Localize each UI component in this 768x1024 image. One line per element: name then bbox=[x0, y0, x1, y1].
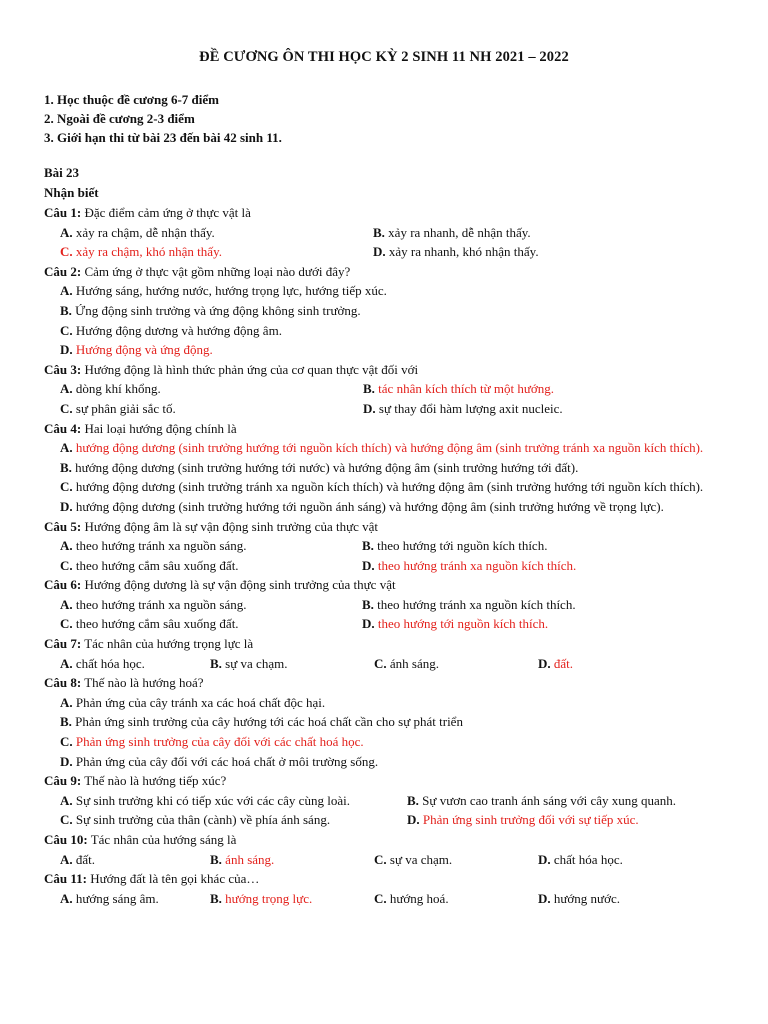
rule-1: 1. Học thuộc đề cương 6-7 điểm bbox=[44, 92, 219, 107]
option-label: B. bbox=[362, 596, 374, 612]
question-6 bbox=[44, 575, 734, 595]
option-text: hướng động dương (sinh trưởng hướng tới nguồn kích thích) và hướng động âm (sinh trưởng tránh xa nguồn kích thích). bbox=[72, 440, 704, 456]
question-text: Hai loại hướng động chính là bbox=[81, 420, 237, 436]
option-c bbox=[374, 850, 452, 870]
question-text: Cảm ứng ở thực vật gồm những loại nào dưới đây? bbox=[81, 263, 351, 279]
question-number: Câu 9: bbox=[44, 773, 82, 789]
question-number: Câu 10: bbox=[44, 832, 88, 847]
option-label: D. bbox=[407, 812, 420, 828]
option-text: theo hướng tránh xa nguồn kích thích. bbox=[374, 557, 577, 573]
option-b-correct bbox=[210, 889, 312, 909]
option-text: xảy ra nhanh, dễ nhận thấy. bbox=[384, 224, 531, 240]
option-c bbox=[44, 477, 724, 497]
option-label: C. bbox=[374, 851, 387, 867]
option-text: theo hướng tránh xa nguồn sáng. bbox=[72, 538, 247, 554]
option-c-correct bbox=[60, 732, 734, 752]
question-8 bbox=[44, 673, 734, 693]
option-c bbox=[374, 889, 449, 909]
option-label: D. bbox=[538, 851, 551, 867]
question-7 bbox=[44, 634, 734, 654]
question-number: Câu 2: bbox=[44, 263, 82, 279]
option-text: hướng sáng âm. bbox=[72, 890, 159, 906]
option-text: hướng trọng lực. bbox=[221, 890, 313, 906]
options-row bbox=[60, 654, 734, 674]
option-label: D. bbox=[362, 557, 375, 573]
option-d-correct bbox=[362, 556, 576, 576]
option-text: ánh sáng. bbox=[221, 851, 275, 867]
question-text: Thế nào là hướng hoá? bbox=[81, 675, 204, 691]
option-label: A. bbox=[60, 890, 73, 906]
option-label: A. bbox=[60, 440, 73, 456]
question-number: Câu 3: bbox=[44, 361, 82, 377]
options-row bbox=[60, 595, 734, 615]
option-text: chất hóa học. bbox=[550, 851, 623, 867]
question-4 bbox=[44, 419, 734, 439]
option-text: xảy ra chậm, khó nhận thấy. bbox=[72, 244, 222, 260]
option-c-correct bbox=[60, 242, 222, 262]
option-text: xảy ra nhanh, khó nhận thấy. bbox=[385, 244, 539, 260]
option-text: theo hướng tránh xa nguồn sáng. bbox=[72, 596, 247, 612]
option-text: hướng động dương (sinh trưởng hướng tới nước) và hướng động âm (sinh trưởng hướng tới đất). bbox=[71, 459, 579, 475]
question-text: Thế nào là hướng tiếp xúc? bbox=[81, 773, 227, 789]
option-b bbox=[210, 654, 287, 674]
option-text: theo hướng tới nguồn kích thích. bbox=[374, 616, 549, 632]
option-text: hướng động dương (sinh trưởng hướng tới nguồn ánh sáng) và hướng động âm (sinh trưởng hướng về trọng lực). bbox=[72, 498, 664, 514]
question-text: Hướng đất là tên gọi khác của… bbox=[86, 871, 260, 887]
option-text: Sự sinh trưởng khi có tiếp xúc với các cây cùng loài. bbox=[72, 792, 350, 808]
question-3 bbox=[44, 360, 734, 380]
option-label: D. bbox=[60, 342, 73, 358]
option-label: A. bbox=[60, 792, 73, 808]
option-text: theo hướng tới nguồn kích thích. bbox=[373, 538, 548, 554]
option-label: C. bbox=[60, 812, 73, 828]
question-11 bbox=[44, 869, 734, 889]
option-label: D. bbox=[60, 498, 73, 514]
option-text: đất. bbox=[72, 851, 96, 867]
question-number: Câu 4: bbox=[44, 420, 82, 436]
option-c bbox=[60, 614, 239, 634]
option-a bbox=[60, 791, 350, 811]
question-number: Câu 1: bbox=[44, 205, 82, 220]
option-label: A. bbox=[60, 655, 73, 671]
option-label: C. bbox=[60, 734, 73, 750]
option-text: hướng động dương (sinh trưởng tránh xa nguồn kích thích) và hướng động âm (sinh trưởng hướng tới nguồn kích thích). bbox=[72, 479, 704, 495]
option-d bbox=[44, 497, 724, 517]
question-number: Câu 7: bbox=[44, 636, 82, 652]
option-d bbox=[373, 242, 539, 262]
options-row bbox=[60, 556, 734, 576]
option-b bbox=[407, 791, 676, 811]
option-label: B. bbox=[60, 459, 72, 475]
rules-list bbox=[44, 90, 734, 147]
option-label: B. bbox=[362, 538, 374, 554]
option-d-correct bbox=[538, 654, 573, 674]
question-number: Câu 5: bbox=[44, 518, 82, 534]
option-d-correct bbox=[60, 340, 734, 360]
options-row bbox=[60, 379, 734, 399]
option-text: sự va chạm. bbox=[221, 655, 288, 671]
options-row bbox=[60, 536, 734, 556]
option-d-correct bbox=[407, 810, 639, 830]
option-b bbox=[60, 712, 734, 732]
option-label: D. bbox=[373, 244, 386, 260]
option-label: B. bbox=[373, 224, 385, 240]
option-text: Phản ứng của cây đối với các hoá chất ở môi trường sống. bbox=[72, 753, 379, 769]
question-2 bbox=[44, 262, 734, 282]
option-label: A. bbox=[60, 694, 73, 710]
option-label: B. bbox=[60, 302, 72, 318]
question-text: Hướng động là hình thức phản ứng của cơ quan thực vật đối với bbox=[81, 361, 419, 377]
option-text: dòng khí khổng. bbox=[72, 381, 161, 397]
option-text: hướng hoá. bbox=[386, 890, 449, 906]
option-text: tác nhân kích thích từ một hướng. bbox=[374, 381, 555, 397]
option-text: chất hóa học. bbox=[72, 655, 145, 671]
option-c bbox=[60, 810, 330, 830]
option-label: B. bbox=[407, 792, 419, 808]
option-c bbox=[60, 399, 176, 419]
question-number: Câu 6: bbox=[44, 577, 82, 593]
question-text: Tác nhân của hướng sáng là bbox=[87, 832, 237, 847]
option-b bbox=[362, 595, 576, 615]
option-a-correct bbox=[44, 438, 724, 458]
option-text: hướng nước. bbox=[550, 890, 621, 906]
option-text: Sự sinh trưởng của thân (cành) về phía ánh sáng. bbox=[72, 812, 331, 828]
lesson-heading: Bài 23 bbox=[44, 165, 80, 180]
option-label: C. bbox=[60, 616, 73, 632]
option-label: A. bbox=[60, 538, 73, 554]
option-text: Phản ứng sinh trưởng đối với sự tiếp xúc. bbox=[419, 812, 639, 828]
option-text: theo hướng cắm sâu xuống đất. bbox=[72, 616, 239, 632]
option-label: C. bbox=[60, 322, 73, 338]
option-text: Phản ứng sinh trưởng của cây đối với các chất hoá học. bbox=[72, 734, 364, 750]
option-text: sự thay đổi hàm lượng axit nucleic. bbox=[375, 400, 563, 416]
question-text: Đặc điểm cảm ứng ở thực vật là bbox=[81, 205, 251, 220]
option-a bbox=[60, 281, 734, 301]
option-label: C. bbox=[60, 479, 73, 495]
rule-3: 3. Giới hạn thi từ bài 23 đến bài 42 sinh 11. bbox=[44, 130, 282, 145]
question-9 bbox=[44, 771, 734, 791]
option-label: D. bbox=[60, 753, 73, 769]
question-number: Câu 11: bbox=[44, 871, 87, 887]
option-label: A. bbox=[60, 596, 73, 612]
option-text: theo hướng tránh xa nguồn kích thích. bbox=[373, 596, 576, 612]
option-a bbox=[60, 693, 734, 713]
option-text: xảy ra chậm, dễ nhận thấy. bbox=[72, 224, 215, 240]
option-label: C. bbox=[60, 400, 73, 416]
option-text: đất. bbox=[550, 655, 574, 671]
option-label: B. bbox=[363, 381, 375, 397]
option-text: Hướng động dương và hướng động âm. bbox=[72, 322, 282, 338]
option-a bbox=[60, 654, 145, 674]
option-a bbox=[60, 595, 247, 615]
option-label: D. bbox=[538, 890, 551, 906]
option-label: C. bbox=[60, 557, 73, 573]
option-a bbox=[60, 850, 95, 870]
option-label: D. bbox=[538, 655, 551, 671]
question-text: Hướng động dương là sự vận động sinh trưởng của thực vật bbox=[81, 577, 396, 593]
option-text: ánh sáng. bbox=[386, 655, 439, 671]
option-d bbox=[538, 889, 620, 909]
option-label: C. bbox=[374, 890, 387, 906]
option-label: B. bbox=[210, 890, 222, 906]
option-c bbox=[60, 556, 239, 576]
rule-2: 2. Ngoài đề cương 2-3 điểm bbox=[44, 111, 195, 126]
option-label: B. bbox=[210, 655, 222, 671]
option-a bbox=[60, 889, 159, 909]
question-5 bbox=[44, 517, 734, 537]
option-a bbox=[60, 223, 215, 243]
option-label: A. bbox=[60, 851, 73, 867]
options-row bbox=[60, 614, 734, 634]
option-label: C. bbox=[60, 244, 73, 260]
option-b bbox=[362, 536, 547, 556]
option-label: A. bbox=[60, 283, 73, 299]
option-label: A. bbox=[60, 381, 73, 397]
option-text: sự phân giải sắc tố. bbox=[72, 400, 176, 416]
option-label: D. bbox=[362, 616, 375, 632]
options-row bbox=[60, 850, 734, 870]
option-text: Hướng sáng, hướng nước, hướng trọng lực, hướng tiếp xúc. bbox=[72, 283, 387, 299]
option-text: Ứng động sinh trưởng và ứng động không sinh trưởng. bbox=[71, 302, 361, 318]
question-number: Câu 8: bbox=[44, 675, 82, 691]
document-title: ĐỀ CƯƠNG ÔN THI HỌC KỲ 2 SINH 11 NH 2021 – 2022 bbox=[199, 49, 569, 65]
question-10 bbox=[44, 830, 734, 850]
option-c bbox=[60, 321, 734, 341]
options-row bbox=[60, 791, 734, 811]
option-a bbox=[60, 379, 161, 399]
option-text: Hướng động và ứng động. bbox=[72, 342, 213, 358]
question-1 bbox=[44, 203, 734, 223]
option-text: theo hướng cắm sâu xuống đất. bbox=[72, 557, 239, 573]
option-text: sự va chạm. bbox=[386, 851, 453, 867]
option-label: C. bbox=[374, 655, 387, 671]
option-d bbox=[538, 850, 623, 870]
option-b bbox=[44, 458, 724, 478]
options-row bbox=[60, 223, 734, 243]
option-text: Phản ứng sinh trưởng của cây hướng tới các hoá chất cần cho sự phát triển bbox=[71, 714, 463, 730]
question-section bbox=[44, 163, 734, 908]
option-c bbox=[374, 654, 439, 674]
option-label: A. bbox=[60, 224, 73, 240]
option-text: Sự vươn cao tranh ánh sáng với cây xung quanh. bbox=[418, 792, 677, 808]
option-d bbox=[60, 752, 734, 772]
options-row bbox=[60, 810, 734, 830]
option-b-correct bbox=[210, 850, 274, 870]
option-a bbox=[60, 536, 247, 556]
option-label: B. bbox=[210, 851, 222, 867]
option-b bbox=[60, 301, 734, 321]
option-d bbox=[363, 399, 563, 419]
question-text: Hướng động âm là sự vận động sinh trưởng của thực vật bbox=[81, 518, 379, 534]
question-text: Tác nhân của hướng trọng lực là bbox=[81, 636, 254, 652]
option-label: D. bbox=[363, 400, 376, 416]
level-heading: Nhận biết bbox=[44, 185, 99, 200]
options-row bbox=[60, 399, 734, 419]
option-b bbox=[373, 223, 531, 243]
option-b-correct bbox=[363, 379, 554, 399]
options-row bbox=[60, 242, 734, 262]
option-text: Phản ứng của cây tránh xa các hoá chất độc hại. bbox=[72, 694, 326, 710]
option-label: B. bbox=[60, 714, 72, 730]
option-d-correct bbox=[362, 614, 548, 634]
options-row bbox=[60, 889, 734, 909]
